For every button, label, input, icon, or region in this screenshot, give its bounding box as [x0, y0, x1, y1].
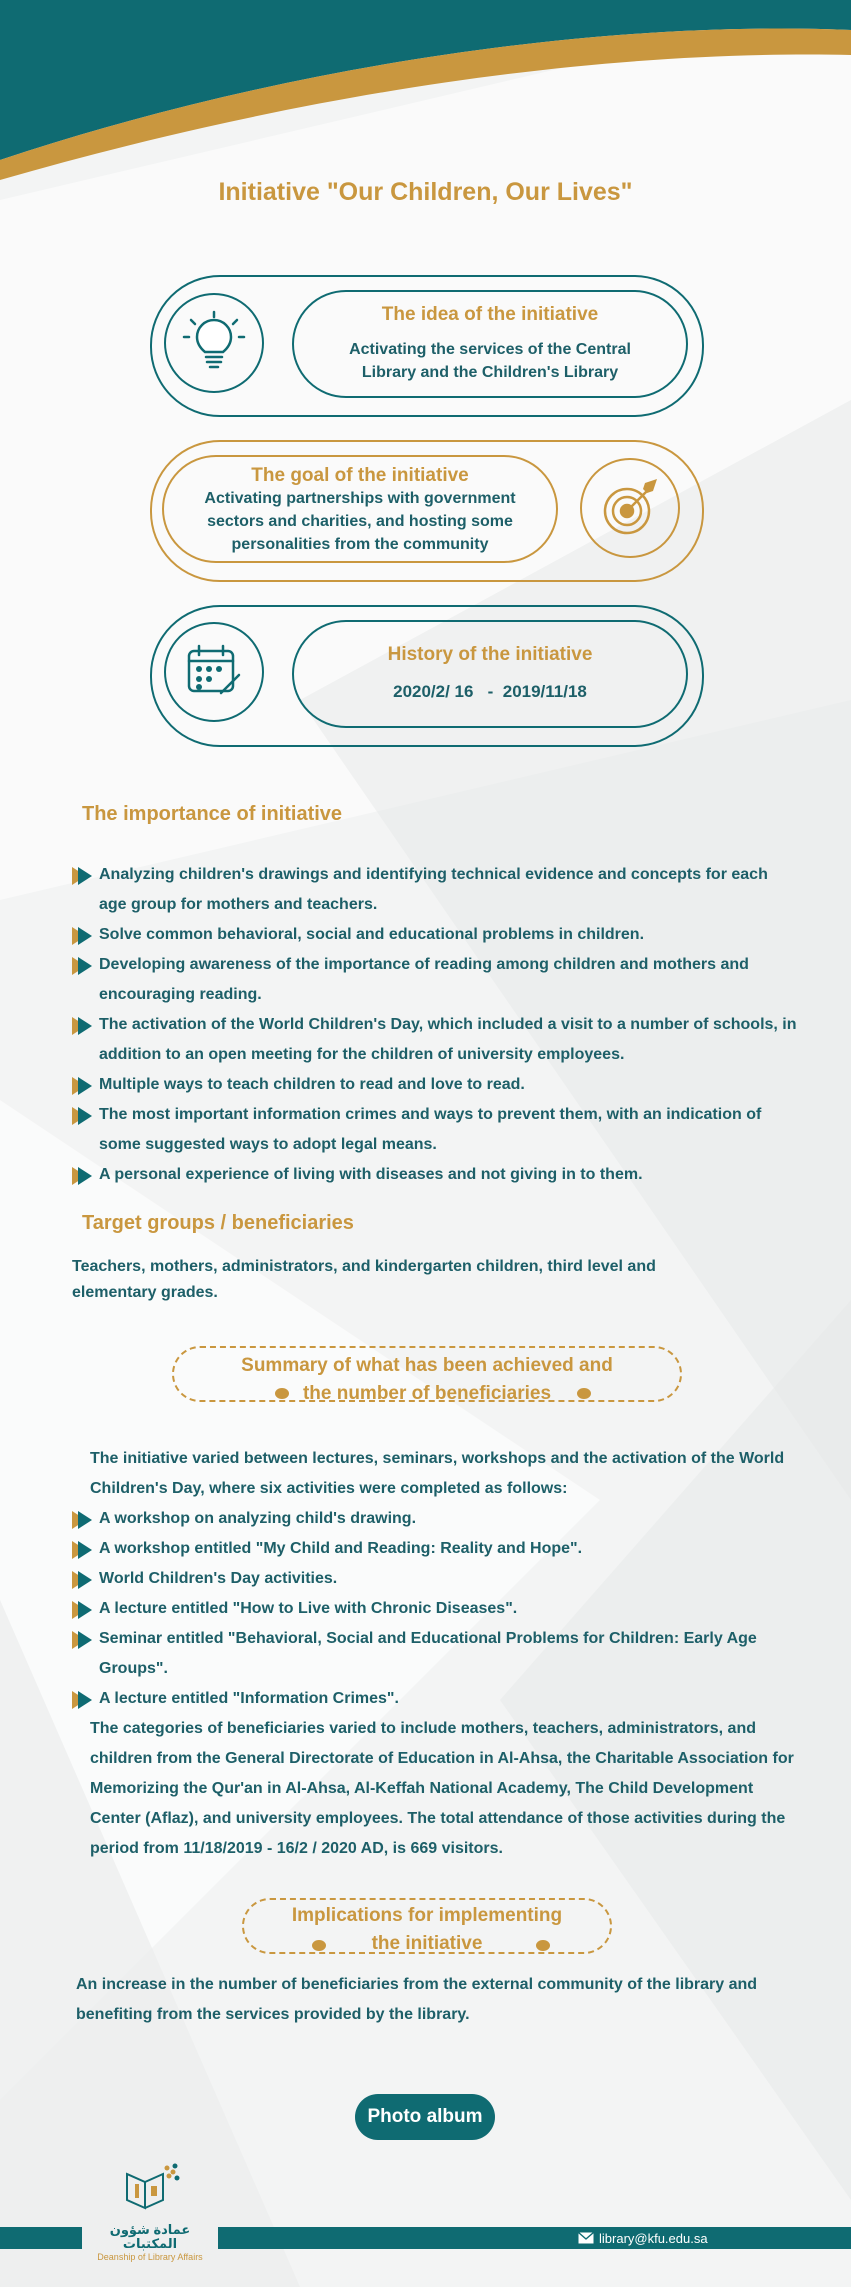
importance-item-text: Developing awareness of the importance of reading among children and mothers and encouraging reading.	[99, 956, 749, 1003]
importance-heading: The importance of initiative	[82, 803, 343, 825]
importance-item	[72, 950, 797, 1010]
summary-item-text: World Children's Day activities.	[99, 1570, 338, 1587]
summary-closing: The categories of beneficiaries varied to include mothers, teachers, administrators, and children from the General Directorate of Education in Al-Ahsa, the Charitable Association for Memorizing the Qur'an in Al-Ahsa, Al-Keffah National Academy, The Child Development Center (Aflaz), and university employees. The total attendance of those activities during the period from 11/18/2019 - 16/2 / 2020 AD, is 669 visitors.	[90, 1720, 794, 1857]
summary-intro: The initiative varied between lectures, seminars, workshops and the activation of the World Children's Day, where six activities were completed as follows:	[90, 1450, 785, 1497]
summary-item	[72, 1564, 797, 1594]
triangle-bullet-icon	[72, 1107, 92, 1125]
triangle-bullet-icon	[72, 1077, 92, 1095]
importance-item-text: Solve common behavioral, social and educational problems in children.	[99, 926, 645, 943]
triangle-bullet-icon	[72, 1601, 92, 1619]
summary-item-text: A lecture entitled "Information Crimes".	[99, 1690, 399, 1707]
summary-list	[72, 1504, 797, 1714]
target-text: Teachers, mothers, administrators, and kindergarten children, third level and elementary grades.	[72, 1258, 656, 1301]
footer-email[interactable]	[578, 2229, 708, 2247]
summary-item-text: A workshop entitled "My Child and Reading: Reality and Hope".	[99, 1540, 583, 1557]
idea-text-line2: Library and the Children's Library	[361, 364, 619, 381]
library-logo-icon	[115, 2160, 185, 2218]
target-icon	[595, 473, 665, 543]
summary-item-text: A lecture entitled "How to Live with Chronic Diseases".	[99, 1600, 518, 1617]
idea-text-line1: Activating the services of the Central	[349, 341, 631, 358]
goal-text-line1: Activating partnerships with government	[204, 490, 516, 507]
importance-item-text: The most important information crimes and ways to prevent them, with an indication of some suggested ways to adopt legal means.	[99, 1106, 762, 1153]
triangle-bullet-icon	[72, 1017, 92, 1035]
summary-heading-line2: the number of beneficiaries	[302, 1383, 552, 1404]
logo-arabic-text: عمادة شؤون المكتبات	[109, 2222, 191, 2251]
importance-item	[72, 860, 797, 920]
implications-heading-line1: Implications for implementing	[291, 1905, 563, 1926]
summary-item	[72, 1594, 797, 1624]
history-pill	[292, 620, 688, 728]
history-icon-circle	[164, 622, 264, 722]
logo-english-text: Deanship of Library Affairs	[97, 2252, 203, 2262]
footer-email-text[interactable]: library@kfu.edu.sa	[599, 2230, 708, 2246]
importance-item-text: Multiple ways to teach children to read and love to read.	[99, 1076, 525, 1093]
importance-item	[72, 1100, 797, 1160]
target-heading: Target groups / beneficiaries	[82, 1212, 354, 1234]
summary-item	[72, 1504, 797, 1534]
footer-bar	[218, 2227, 851, 2249]
triangle-bullet-icon	[72, 867, 92, 885]
goal-icon-circle	[580, 458, 680, 558]
triangle-bullet-icon	[72, 1691, 92, 1709]
history-dates: 2020/2/ 16 - 2019/11/18	[393, 682, 587, 701]
triangle-bullet-icon	[72, 1631, 92, 1649]
importance-list	[72, 860, 797, 1190]
implications-heading-line2: the initiative	[371, 1933, 483, 1954]
lightbulb-icon	[179, 308, 249, 378]
idea-pill	[292, 290, 688, 398]
triangle-bullet-icon	[72, 957, 92, 975]
summary-item	[72, 1624, 797, 1684]
summary-item	[72, 1684, 797, 1714]
importance-item	[72, 1070, 797, 1100]
photo-album-button[interactable]: Photo album	[355, 2094, 495, 2140]
importance-item	[72, 920, 797, 950]
triangle-bullet-icon	[72, 1511, 92, 1529]
history-heading: History of the initiative	[387, 644, 593, 665]
triangle-bullet-icon	[72, 927, 92, 945]
summary-item	[72, 1534, 797, 1564]
triangle-bullet-icon	[72, 1167, 92, 1185]
mail-icon	[578, 2232, 594, 2244]
page-title: Initiative "Our Children, Our Lives"	[218, 178, 633, 206]
summary-heading	[172, 1352, 682, 1408]
importance-item	[72, 1010, 797, 1070]
implications-heading	[242, 1902, 612, 1958]
summary-heading-line1: Summary of what has been achieved and	[241, 1355, 613, 1376]
triangle-bullet-icon	[72, 1571, 92, 1589]
importance-item	[72, 1160, 797, 1190]
goal-text-line3: personalities from the community	[231, 536, 489, 553]
calendar-icon	[183, 641, 245, 703]
library-logo	[85, 2160, 215, 2262]
goal-heading: The goal of the initiative	[251, 465, 469, 486]
goal-text-line2: sectors and charities, and hosting some	[207, 513, 513, 530]
importance-item-text: Analyzing children's drawings and identifying technical evidence and concepts for each age group for mothers and teachers.	[99, 866, 768, 913]
idea-icon-circle	[164, 293, 264, 393]
implications-text: An increase in the number of beneficiaries from the external community of the library and benefiting from the services provided by the library.	[76, 1976, 758, 2023]
goal-pill	[162, 455, 558, 563]
importance-item-text: A personal experience of living with diseases and not giving in to them.	[99, 1166, 643, 1183]
summary-item-text: Seminar entitled "Behavioral, Social and Educational Problems for Children: Early Age Groups".	[99, 1630, 757, 1677]
footer-bar-left	[0, 2227, 82, 2249]
importance-item-text: The activation of the World Children's Day, which included a visit to a number of schools, in addition to an open meeting for the children of university employees.	[99, 1016, 797, 1063]
idea-heading: The idea of the initiative	[381, 304, 599, 325]
summary-item-text: A workshop on analyzing child's drawing.	[99, 1510, 417, 1527]
triangle-bullet-icon	[72, 1541, 92, 1559]
